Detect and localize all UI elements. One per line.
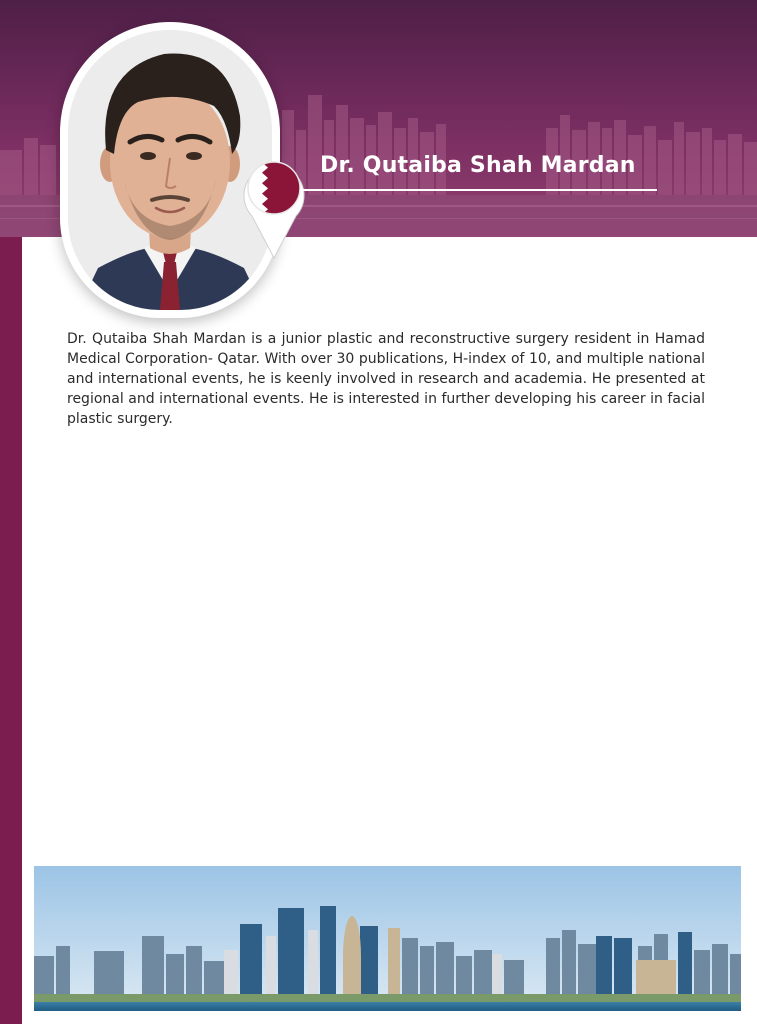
doctor-name: Dr. Qutaiba Shah Mardan: [320, 153, 636, 178]
speaker-bio: Dr. Qutaiba Shah Mardan is a junior plastic and reconstructive surgery resident in Hamad Medical Corporation- Qatar. With over 30 publications, H-index of 10, and multiple national and international events, he is keenly involved in research and academia. He presented at regional and international events. He is interested in further developing his career in facial plastic surgery.: [67, 331, 705, 427]
doha-skyline-illustration: [34, 866, 741, 1011]
footer-skyline-image: [34, 866, 741, 1011]
qatar-flag-icon: [238, 152, 310, 262]
side-accent-bar: [0, 237, 22, 1024]
qatar-flag-pin: [238, 152, 310, 267]
name-underline: [300, 189, 657, 191]
